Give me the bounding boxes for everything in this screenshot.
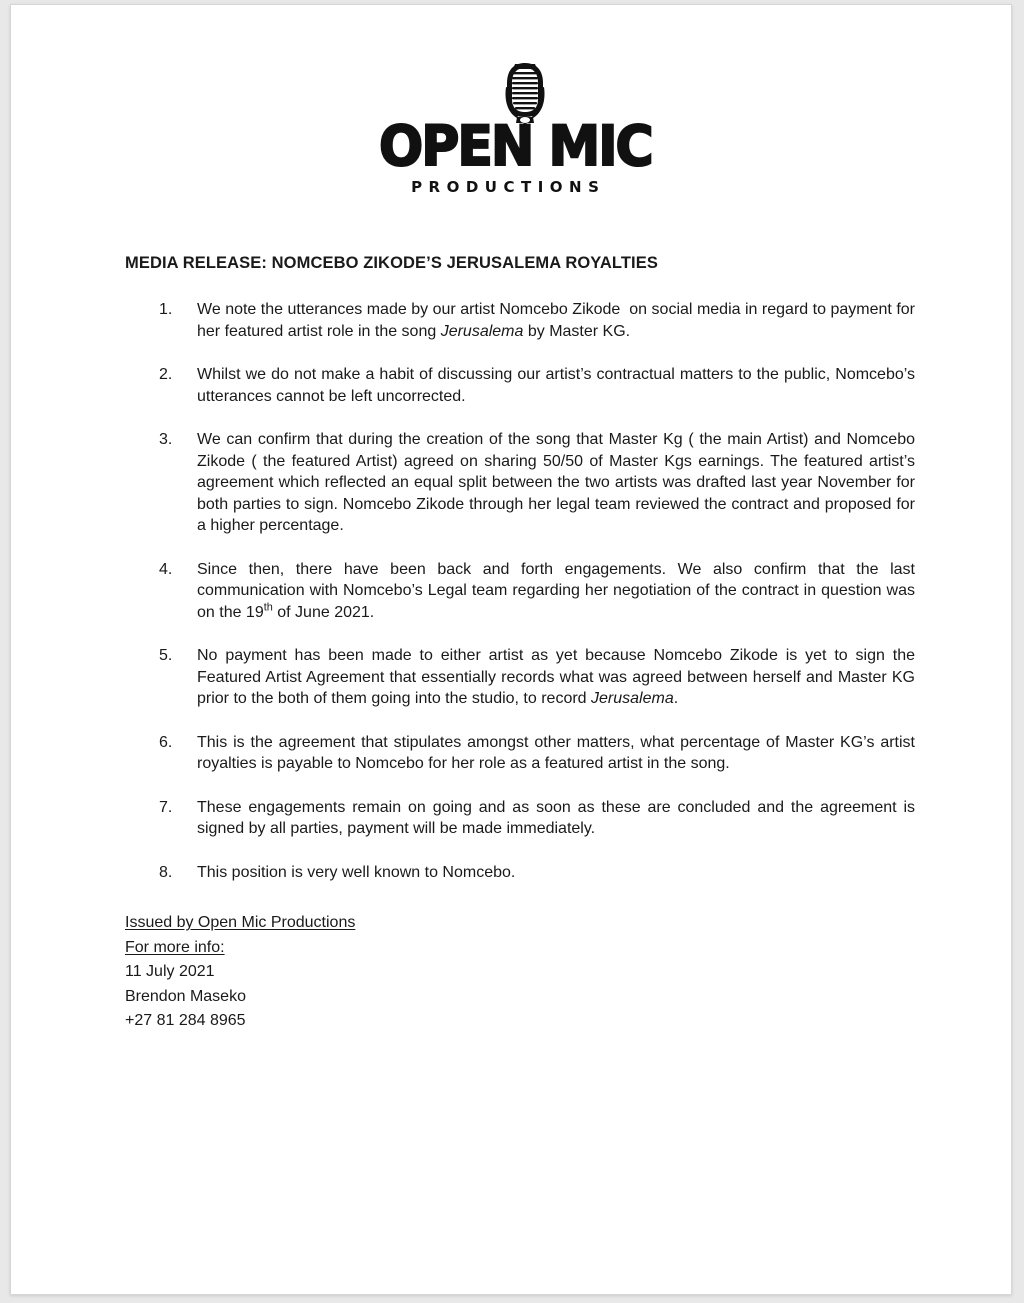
document-body xyxy=(125,253,915,1034)
list-item xyxy=(125,645,915,710)
list-item xyxy=(125,797,915,840)
clause-number: 1. xyxy=(159,301,173,318)
signoff-issued-by: Issued by Open Mic Productions xyxy=(125,914,356,931)
clause-text: These engagements remain on going and as soon as these are concluded and the agreement is signed by all parties, payment will be made immediately. xyxy=(197,798,915,837)
signoff-date: 11 July 2021 xyxy=(125,963,215,980)
signoff-contact-phone: +27 81 284 8965 xyxy=(125,1012,246,1029)
clause-number: 2. xyxy=(159,366,173,383)
clause-text: We can confirm that during the creation of the song that Master Kg ( the main Artist) and Nomcebo Zikode ( the featured Artist) agreed on sharing 50/50 of Master Kgs earnings. The featured artist’s agreement which reflected an equal split between the two artists was drafted last year November for both parties to sign. Nomcebo Zikode through her legal team reviewed the contract and proposed for a higher percentage. xyxy=(197,431,915,534)
clause-text: This is the agreement that stipulates amongst other matters, what percentage of Master KG’s artist royalties is payable to Nomcebo for her role as a featured artist in the song. xyxy=(197,733,915,772)
list-item xyxy=(125,732,915,775)
list-item xyxy=(125,429,915,537)
signoff-contact-name: Brendon Maseko xyxy=(125,987,246,1005)
clause-text: No payment has been made to either artist as yet because Nomcebo Zikode is yet to sign the Featured Artist Agreement that essentially records what was agreed between herself and Master KG prior to the both of them going into the studio, to record Jerusalema. xyxy=(197,647,915,707)
signoff-more-info-line xyxy=(125,936,915,961)
work-title-italic: Jerusalema xyxy=(591,690,674,707)
list-item xyxy=(125,559,915,624)
company-logo xyxy=(11,61,1011,201)
signoff-issued-by-line xyxy=(125,911,915,936)
clause-list xyxy=(125,299,915,883)
work-title-italic: Jerusalema xyxy=(440,322,524,340)
signoff-more-info: For more info: xyxy=(125,938,225,956)
clause-text: Whilst we do not make a habit of discussing our artist’s contractual matters to the public, Nomcebo’s utterances cannot be left uncorrected. xyxy=(197,366,915,405)
signoff-block xyxy=(125,911,915,1034)
logo-wordmark-text: OPEN MIC xyxy=(379,115,652,179)
clause-text: Since then, there have been back and forth engagements. We also confirm that the last communication with Nomcebo’s Legal team regarding her negotiation of the contract in question was on the 19th of June 2021. xyxy=(197,560,915,621)
clause-number: 4. xyxy=(159,560,173,578)
clause-text: This position is very well known to Nomcebo. xyxy=(197,863,516,881)
page-title: MEDIA RELEASE: NOMCEBO ZIKODE’S JERUSALEMA ROYALTIES xyxy=(125,254,658,272)
clause-text: We note the utterances made by our artist Nomcebo Zikode on social media in regard to payment for her featured artist role in the song Jerusalema by Master KG. xyxy=(197,301,915,340)
clause-number: 5. xyxy=(159,647,173,664)
list-item xyxy=(125,299,915,342)
list-item xyxy=(125,862,915,884)
clause-number: 6. xyxy=(159,733,173,751)
document-page xyxy=(10,4,1012,1295)
logo-wordmark xyxy=(379,115,652,179)
ordinal-suffix: th xyxy=(263,601,273,614)
clause-number: 7. xyxy=(159,798,173,816)
list-item xyxy=(125,364,915,407)
logo-tagline: PRODUCTIONS xyxy=(411,178,606,196)
clause-number: 8. xyxy=(159,863,173,881)
clause-number: 3. xyxy=(159,431,173,448)
